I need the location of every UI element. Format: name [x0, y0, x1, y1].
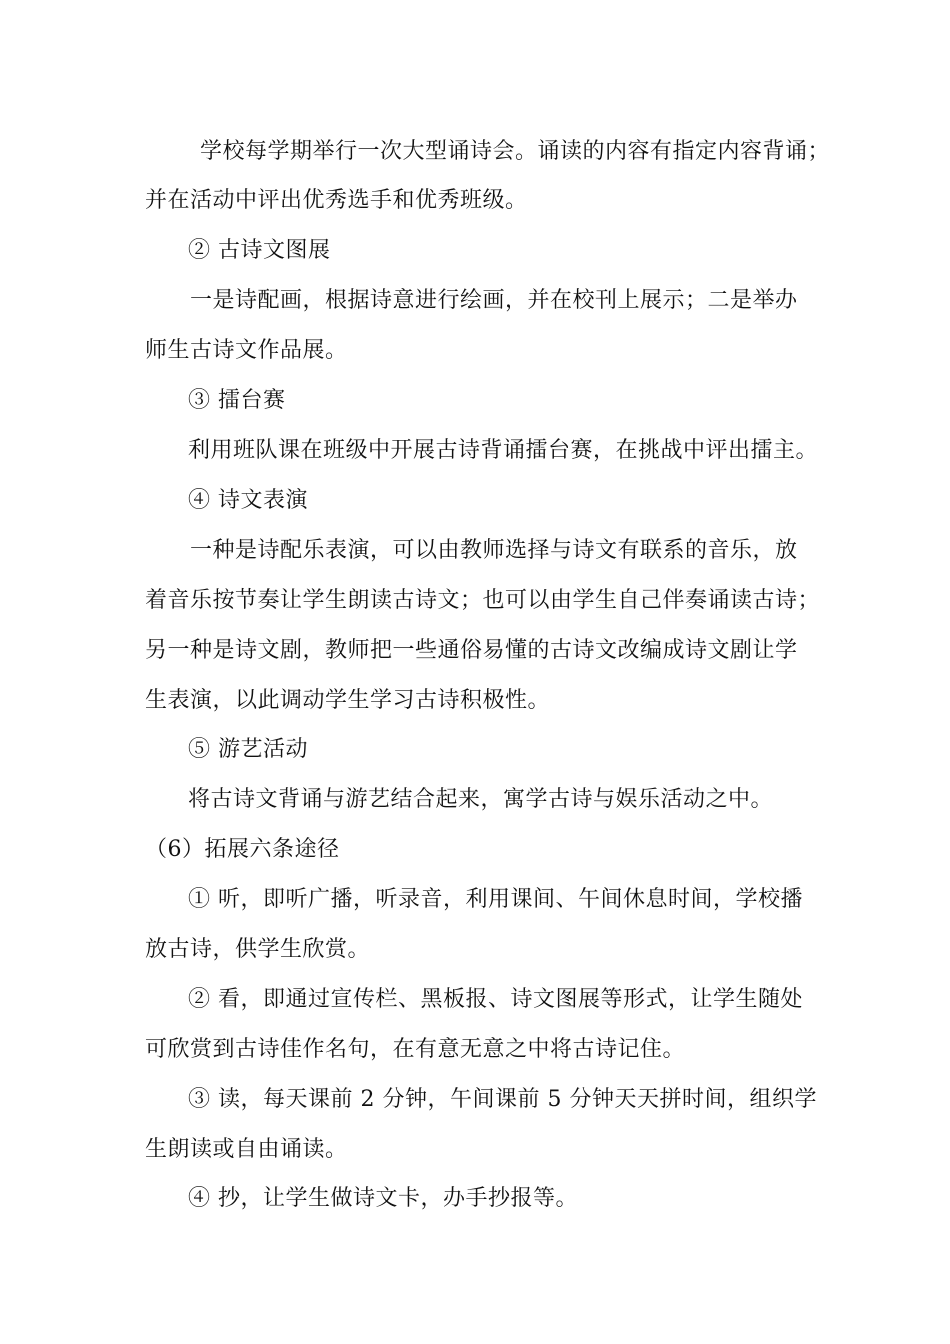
- paragraph-line: ① 听，即听广播，听录音，利用课间、午间休息时间，学校播: [188, 887, 803, 912]
- paragraph-line: 可欣赏到古诗佳作名句，在有意无意之中将古诗记住。: [145, 1037, 686, 1062]
- paragraph-line: ③ 读，每天课前 2 分钟，午间课前 5 分钟天天拼时间，组织学: [188, 1087, 817, 1112]
- paragraph-line: 生表演，以此调动学生学习古诗积极性。: [145, 688, 551, 713]
- paragraph-line: 放古诗，供学生欣赏。: [145, 937, 371, 962]
- section-heading: ④ 诗文表演: [188, 488, 308, 513]
- paragraph-line: 生朗读或自由诵读。: [145, 1137, 348, 1162]
- paragraph-line: 学校每学期举行一次大型诵诗会。诵读的内容有指定内容背诵；: [200, 139, 831, 164]
- section-heading: （6）拓展六条途径: [145, 837, 340, 862]
- paragraph-line: 师生古诗文作品展。: [145, 338, 348, 363]
- section-heading: ③ 擂台赛: [188, 388, 286, 413]
- paragraph-line: 利用班队课在班级中开展古诗背诵擂台赛，在挑战中评出擂主。: [188, 438, 819, 463]
- paragraph-line: 另一种是诗文剧，教师把一些通俗易懂的古诗文改编成诗文剧让学: [145, 638, 798, 663]
- paragraph-line: ② 看，即通过宣传栏、黑板报、诗文图展等形式，让学生随处: [188, 987, 803, 1012]
- section-heading: ② 古诗文图展: [188, 238, 331, 263]
- paragraph-line: 并在活动中评出优秀选手和优秀班级。: [145, 188, 528, 213]
- paragraph-line: 一种是诗配乐表演，可以由教师选择与诗文有联系的音乐，放: [190, 538, 798, 563]
- paragraph-line: 一是诗配画，根据诗意进行绘画，并在校刊上展示；二是举办: [190, 288, 798, 313]
- paragraph-line: ④ 抄，让学生做诗文卡，办手抄报等。: [188, 1186, 578, 1211]
- section-heading: ⑤ 游艺活动: [188, 737, 308, 762]
- paragraph-line: 着音乐按节奏让学生朗读古诗文；也可以由学生自己伴奏诵读古诗；: [145, 588, 821, 613]
- paragraph-line: 将古诗文背诵与游艺结合起来，寓学古诗与娱乐活动之中。: [188, 787, 774, 812]
